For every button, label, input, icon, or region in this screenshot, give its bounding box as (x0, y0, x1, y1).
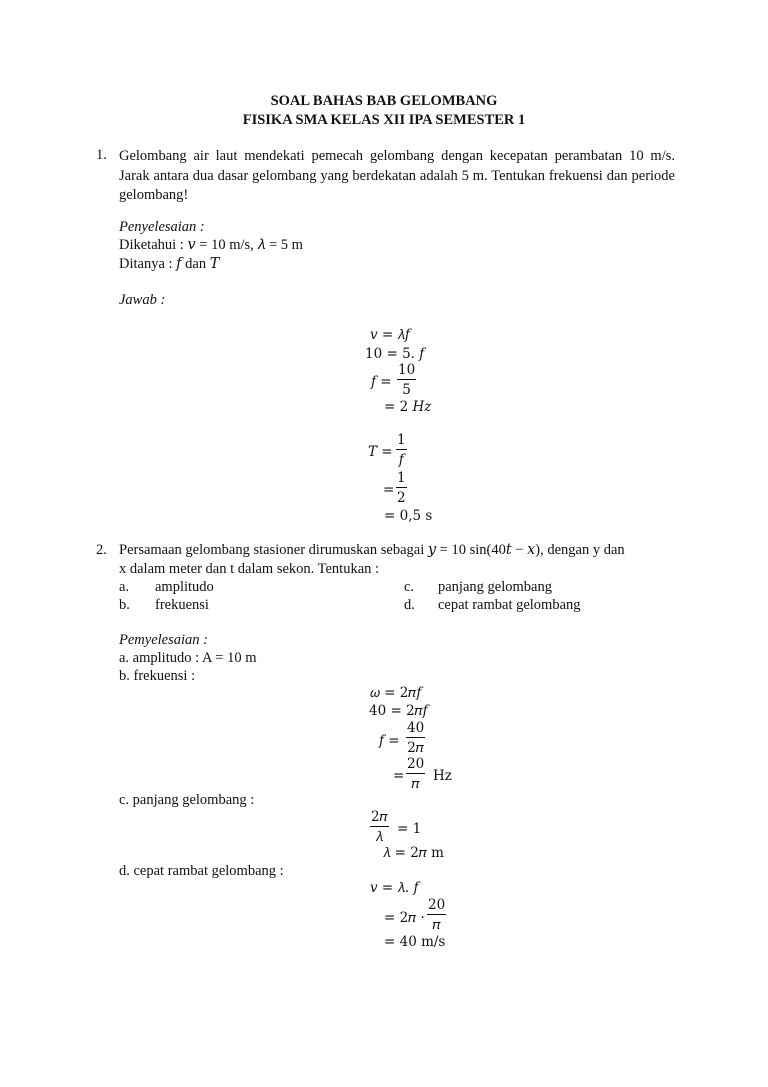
q1-t2-denominator: 2 (397, 490, 406, 506)
q2-d-denominator: 𝜋 (432, 917, 441, 933)
q2-part-d: d. cepat rambat gelombang : (119, 863, 284, 879)
q2-d-eq-v: 𝑣 = 𝜆. 𝑓 (370, 880, 419, 896)
q2-d-eq-result: = 40 m/s (384, 934, 446, 950)
q2-c-fraction-2pi-over-lambda (370, 809, 389, 845)
q2-d-numerator: 20 (428, 897, 446, 913)
q2-option-c-label: panjang gelombang (438, 579, 552, 595)
q2-b-eq2-equals: = (393, 768, 405, 784)
q2-c-eq-rhs: = 1 (397, 821, 422, 837)
q2-option-c-letter: c. (404, 579, 415, 595)
q2-b-eq-40: 40 = 2𝜋𝑓 (369, 703, 428, 719)
q1-fraction-denominator: 5 (402, 382, 411, 398)
q2-b-fraction-20-over-pi (406, 756, 425, 792)
q1-t-denominator: 𝑓 (398, 452, 404, 468)
q1-asked: Ditanya : 𝑓 dan 𝑇 (119, 256, 220, 272)
q2-option-d-label: cepat rambat gelombang (438, 597, 581, 613)
q2-b2-numerator: 20 (407, 756, 425, 772)
q2-option-b-letter: b. (119, 597, 130, 613)
q2-b-eq-f-lhs: 𝑓 = (379, 733, 400, 749)
q2-c-denominator: 𝜆 (375, 829, 383, 845)
q2-b-unit: Hz (433, 768, 452, 784)
q1-fraction-numerator: 10 (398, 362, 416, 378)
q1-known: Diketahui : 𝑣 = 10 m/s, 𝜆 = 5 m (119, 237, 303, 253)
q1-fraction-1-over-2 (396, 470, 407, 506)
q2-b-denominator: 2𝜋 (407, 740, 424, 756)
q2-option-d-letter: d. (404, 597, 415, 613)
q2-part-a: a. amplitudo : A = 10 m (119, 650, 257, 666)
q2-option-b-label: frekuensi (155, 597, 209, 613)
q1-eq-substitution: 10 = 5. 𝑓 (365, 346, 425, 362)
q1-eq-v-lambda-f: 𝑣 = 𝜆𝑓 (370, 327, 410, 343)
q2-c-numerator: 2𝜋 (371, 809, 388, 825)
q1-eq-t-equals: = (383, 482, 395, 498)
document-subtitle: FISIKA SMA KELAS XII IPA SEMESTER 1 (242, 112, 526, 128)
question-1-number: 1. (96, 147, 107, 163)
q2-solution-label: Pemyelesaian : (119, 632, 208, 648)
q1-eq-t-result: = 0,5 s (384, 508, 433, 524)
q2-b-fraction-40-over-2pi (406, 720, 425, 756)
q2-b2-denominator: 𝜋 (411, 776, 420, 792)
document-title: SOAL BAHAS BAB GELOMBANG (270, 93, 498, 109)
q2-c-eq-lambda: 𝜆 = 2𝜋 m (383, 845, 444, 861)
q1-solution-label: Penyelesaian : (119, 219, 205, 235)
q1-eq-f-lhs: 𝑓 = (371, 374, 392, 390)
q2-option-a-label: amplitudo (155, 579, 214, 595)
q1-eq-f-result: = 2 𝐻𝑧 (384, 399, 432, 415)
q2-d-fraction-20-over-pi (427, 897, 446, 933)
q1-eq-t-lhs: 𝑇 = (368, 444, 393, 460)
question-2-text-line1: Persamaan gelombang stasioner dirumuskan sebagai 𝑦 = 10 sin(40𝑡 − 𝑥), dengan y dan (119, 542, 625, 558)
q2-part-b: b. frekuensi : (119, 668, 196, 684)
question-2-text-line2: x dalam meter dan t dalam sekon. Tentukan : (119, 561, 380, 577)
q2-option-a-letter: a. (119, 579, 130, 595)
q1-fraction-1-over-f (396, 432, 407, 468)
q1-t2-numerator: 1 (397, 470, 406, 486)
question-1-text: Gelombang air laut mendekati pemecah gelombang dengan kecepatan perambatan 10 m/s. Jarak antara dua dasar gelombang yang berdekatan adalah 5 m. Tentukan frekuensi dan periode gelombang! (119, 148, 675, 203)
q2-b-eq-omega: 𝜔 = 2𝜋𝑓 (370, 685, 422, 701)
q2-b-numerator: 40 (407, 720, 425, 736)
q1-fraction-10-over-5 (397, 362, 416, 398)
q2-d-eq-lhs: = 2𝜋 · (384, 910, 425, 926)
q2-part-c: c. panjang gelombang : (119, 792, 255, 808)
q1-t-numerator: 1 (397, 432, 406, 448)
q1-answer-label: Jawab : (119, 292, 166, 308)
question-2-number: 2. (96, 542, 107, 558)
